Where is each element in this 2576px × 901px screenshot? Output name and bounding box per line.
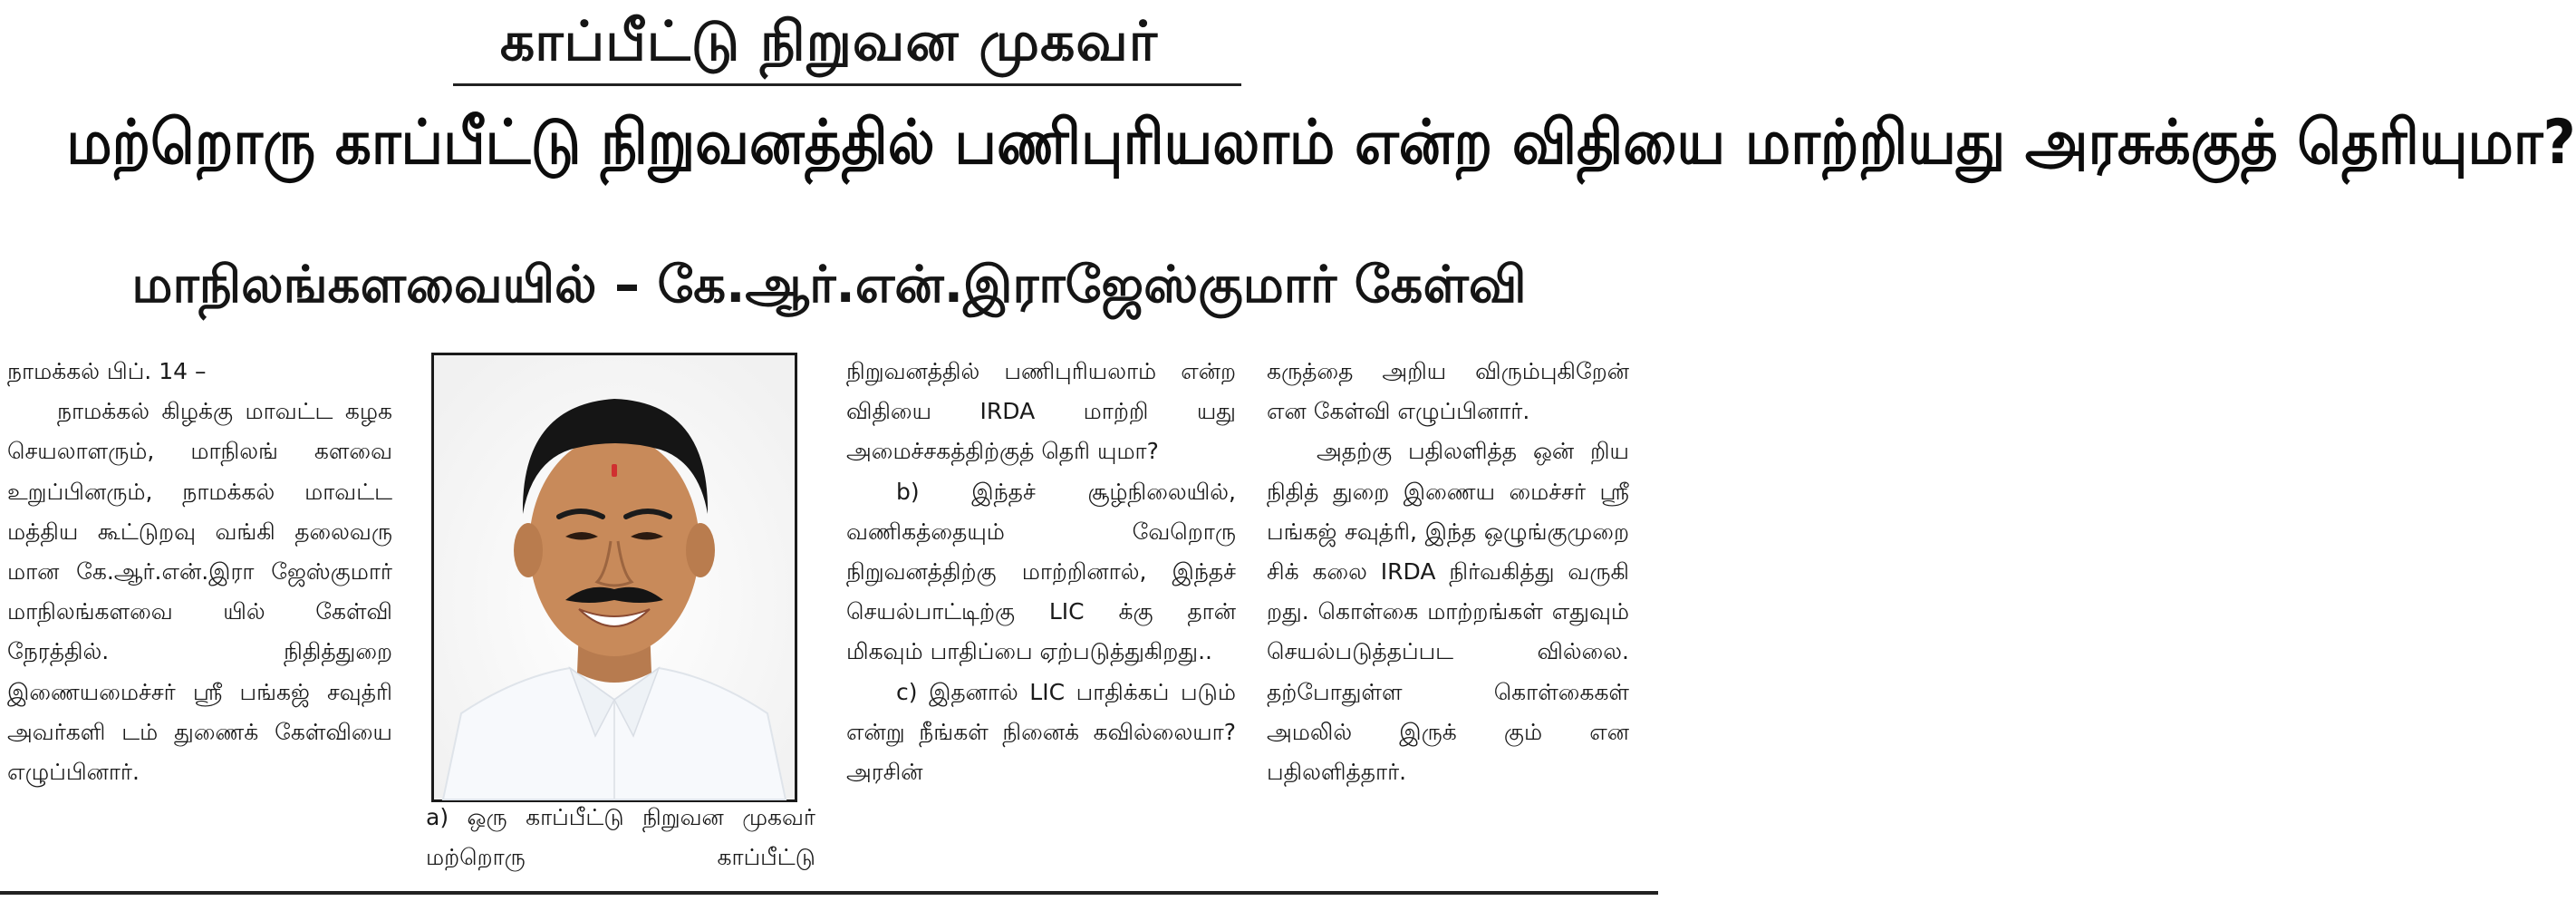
column-3-paragraph-1: நிறுவனத்தில் பணிபுரியலாம் என்ற விதியை IRDA மாற்றி யது அமைச்சகத்திற்குத் தெரி யுமா? — [846, 358, 1236, 465]
article-subhead: மாநிலங்களவையில் – கே.ஆர்.என்.இராஜேஸ்குமார் கேள்வி — [131, 256, 1527, 315]
portrait-illustration — [434, 355, 795, 799]
bottom-rule — [0, 891, 1658, 895]
column-1-paragraph: நாமக்கல் கிழக்கு மாவட்ட கழக செயலாளரும், மாநிலங் களவை உறுப்பினரும், நாமக்கல் மாவட்ட மத்திய கூட்டுறவு வங்கி தலைவரு மான கே.ஆர்.என்.இரா ஜேஸ்குமார் மாநிலங்களவை யில் கேள்வி நேரத்தில். நிதித்துறை இணையமைச்சர் ஸ்ரீ பங்கஜ் சவுத்ரி அவர்களி டம் துணைக் கேள்வியை எழுப்பினார். — [7, 398, 392, 786]
photo-caption-continued-text: a) ஒரு காப்பீட்டு நிறுவன முகவர் மற்றொரு காப்பீட்டு — [426, 804, 815, 871]
article-kicker: காப்பீட்டு நிறுவன முகவர் — [499, 10, 1159, 73]
column-3-paragraph-2: b) இந்தச் சூழ்நிலையில், வணிகத்தையும் வேறொரு நிறுவனத்திற்கு மாற்றினால், இந்தச் செயல்பாட்டிற்கு LIC க்கு தான் மிகவும் பாதிப்பை ஏற்படுத்துகிறது.. — [846, 478, 1236, 665]
portrait-photo — [431, 353, 797, 802]
kicker-underline — [453, 83, 1241, 86]
column-4-paragraph-1: கருத்தை அறிய விரும்புகிறேன் என கேள்வி எழுப்பினார். — [1267, 358, 1629, 425]
article-column-4 — [1267, 352, 1629, 792]
column-3-paragraph-3: c) இதனால் LIC பாதிக்கப் படும் என்று நீங்கள் நினைக் கவில்லையா? அரசின் — [846, 678, 1236, 786]
article-dateline: நாமக்கல் பிப். 14 – — [7, 358, 207, 384]
article-column-1 — [7, 352, 392, 792]
article-column-3 — [846, 352, 1236, 792]
article-headline: மற்றொரு காப்பீட்டு நிறுவனத்தில் பணிபுரியலாம் என்ற விதியை மாற்றியது அரசுக்குத் தெரியுமா? — [66, 107, 2576, 179]
column-4-paragraph-2: அதற்கு பதிலளித்த ஒன் றிய நிதித் துறை இணைய மைச்சர் ஸ்ரீ பங்கஜ் சவுத்ரி, இந்த ஒழுங்குமுறை சிக் கலை IRDA நிர்வகித்து வருகி றது. கொள்கை மாற்றங்கள் எதுவும் செயல்படுத்தப்பட வில்லை. தற்போதுள்ள கொள்கைகள் அமலில் இருக் கும் என பதிலளித்தார். — [1267, 438, 1629, 786]
